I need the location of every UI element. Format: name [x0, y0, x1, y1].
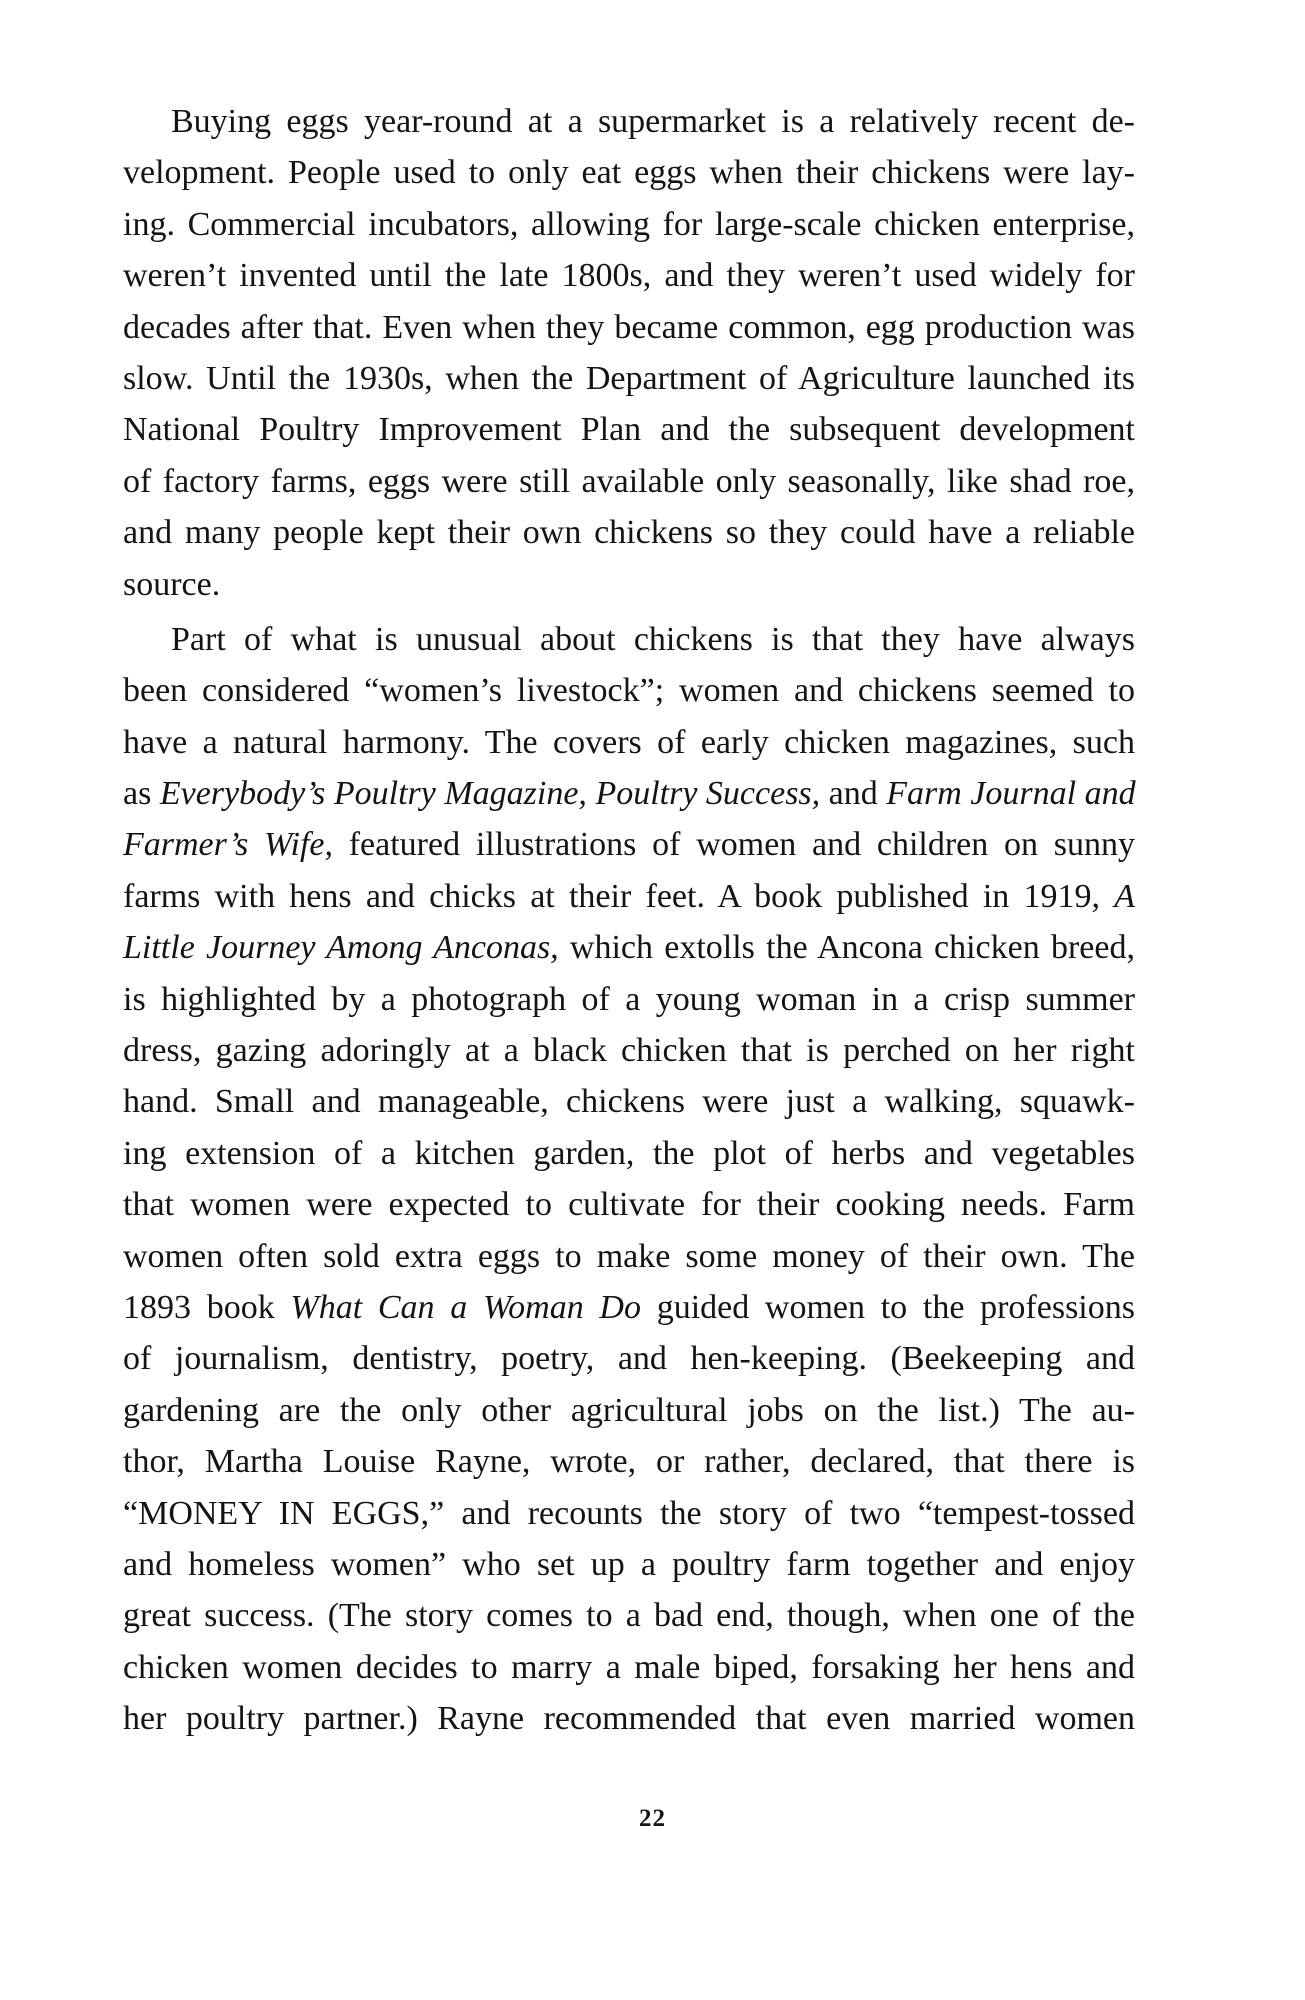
text-line: Part of what is unusual about chickens is that they have always: [171, 620, 1135, 658]
text-line: weren’t invented until the late 1800s, and they weren’t used widely for: [123, 257, 1135, 295]
text-line: of factory farms, eggs were still available only seasonally, like shad roe,: [123, 462, 1135, 500]
text-line: her poultry partner.) Rayne recommended that even married women: [123, 1700, 1135, 1738]
text-line: Buying eggs year-round at a supermarket is a relatively recent de-: [171, 103, 1135, 140]
text-line: “MONEY IN EGGS,” and recounts the story of two “tempest-tossed: [123, 1494, 1135, 1532]
text-line: that women were expected to cultivate for their cooking needs. Farm: [123, 1186, 1135, 1224]
page-number: 22: [639, 1805, 666, 1832]
text-line: slow. Until the 1930s, when the Department of Agriculture launched its: [123, 359, 1135, 397]
text-line: been considered “women’s livestock”; women and chickens seemed to: [123, 672, 1135, 710]
book-title: What Can a Woman Do: [290, 1288, 641, 1326]
text-line: of journalism, dentistry, poetry, and hen-keeping. (Beekeeping and: [123, 1340, 1135, 1378]
text-run: and: [820, 775, 887, 813]
text-line: National Poultry Improvement Plan and the subsequent development: [123, 411, 1135, 449]
text-line: [123, 819, 1135, 870]
magazine-title: Poultry Success,: [595, 775, 821, 813]
text-line: velopment. People used to only eat eggs when their chickens were lay-: [123, 154, 1135, 192]
text-line: [123, 871, 1135, 922]
paragraph: [123, 614, 1135, 1745]
text-line: [123, 1282, 1135, 1333]
magazine-title: Farm Journal and: [886, 775, 1136, 813]
magazine-title: Everybody’s Poultry Magazine,: [159, 775, 587, 813]
text-line: women often sold extra eggs to make some money of their own. The: [123, 1237, 1135, 1275]
text-line: source.: [123, 565, 221, 603]
text-line: [123, 768, 1135, 819]
text-line: dress, gazing adoringly at a black chicken that is perched on her right: [123, 1032, 1135, 1070]
text-line: and many people kept their own chickens so they could have a reliable: [123, 514, 1135, 552]
text-line: have a natural harmony. The covers of early chicken magazines, such: [123, 723, 1135, 761]
text-run: featured illustrations of women and children on sunny: [332, 826, 1135, 864]
text-run: which extolls the Ancona chicken breed,: [558, 929, 1135, 967]
text-run: as: [123, 775, 160, 813]
text-line: ing. Commercial incubators, allowing for large-scale chicken enterprise,: [123, 205, 1135, 243]
text-line: hand. Small and manageable, chickens were just a walking, squawk-: [123, 1083, 1135, 1121]
text-line: ing extension of a kitchen garden, the plot of herbs and vegetables: [123, 1134, 1135, 1172]
text-line: great success. (The story comes to a bad end, though, when one of the: [123, 1597, 1135, 1635]
book-title: A: [1114, 877, 1135, 915]
paragraph: [123, 96, 1135, 610]
text-line: thor, Martha Louise Rayne, wrote, or rather, declared, that there is: [123, 1443, 1135, 1481]
text-line: and homeless women” who set up a poultry farm together and enjoy: [123, 1545, 1135, 1583]
text-run: farms with hens and chicks at their feet. A book published in 1919,: [123, 877, 1115, 915]
text-line: [123, 922, 1135, 973]
text-run: guided women to the professions: [640, 1288, 1135, 1326]
text-line: chicken women decides to marry a male biped, forsaking her hens and: [123, 1648, 1135, 1686]
text-line: gardening are the only other agricultural jobs on the list.) The au-: [123, 1391, 1135, 1429]
book-title: Little Journey Among Anconas,: [123, 929, 559, 967]
text-run: 1893 book: [123, 1288, 291, 1326]
text-line: decades after that. Even when they became common, egg production was: [123, 308, 1135, 346]
text-line: is highlighted by a photograph of a young woman in a crisp summer: [123, 980, 1135, 1018]
body-text: [123, 96, 1135, 1745]
magazine-title: Farmer’s Wife,: [123, 826, 333, 864]
